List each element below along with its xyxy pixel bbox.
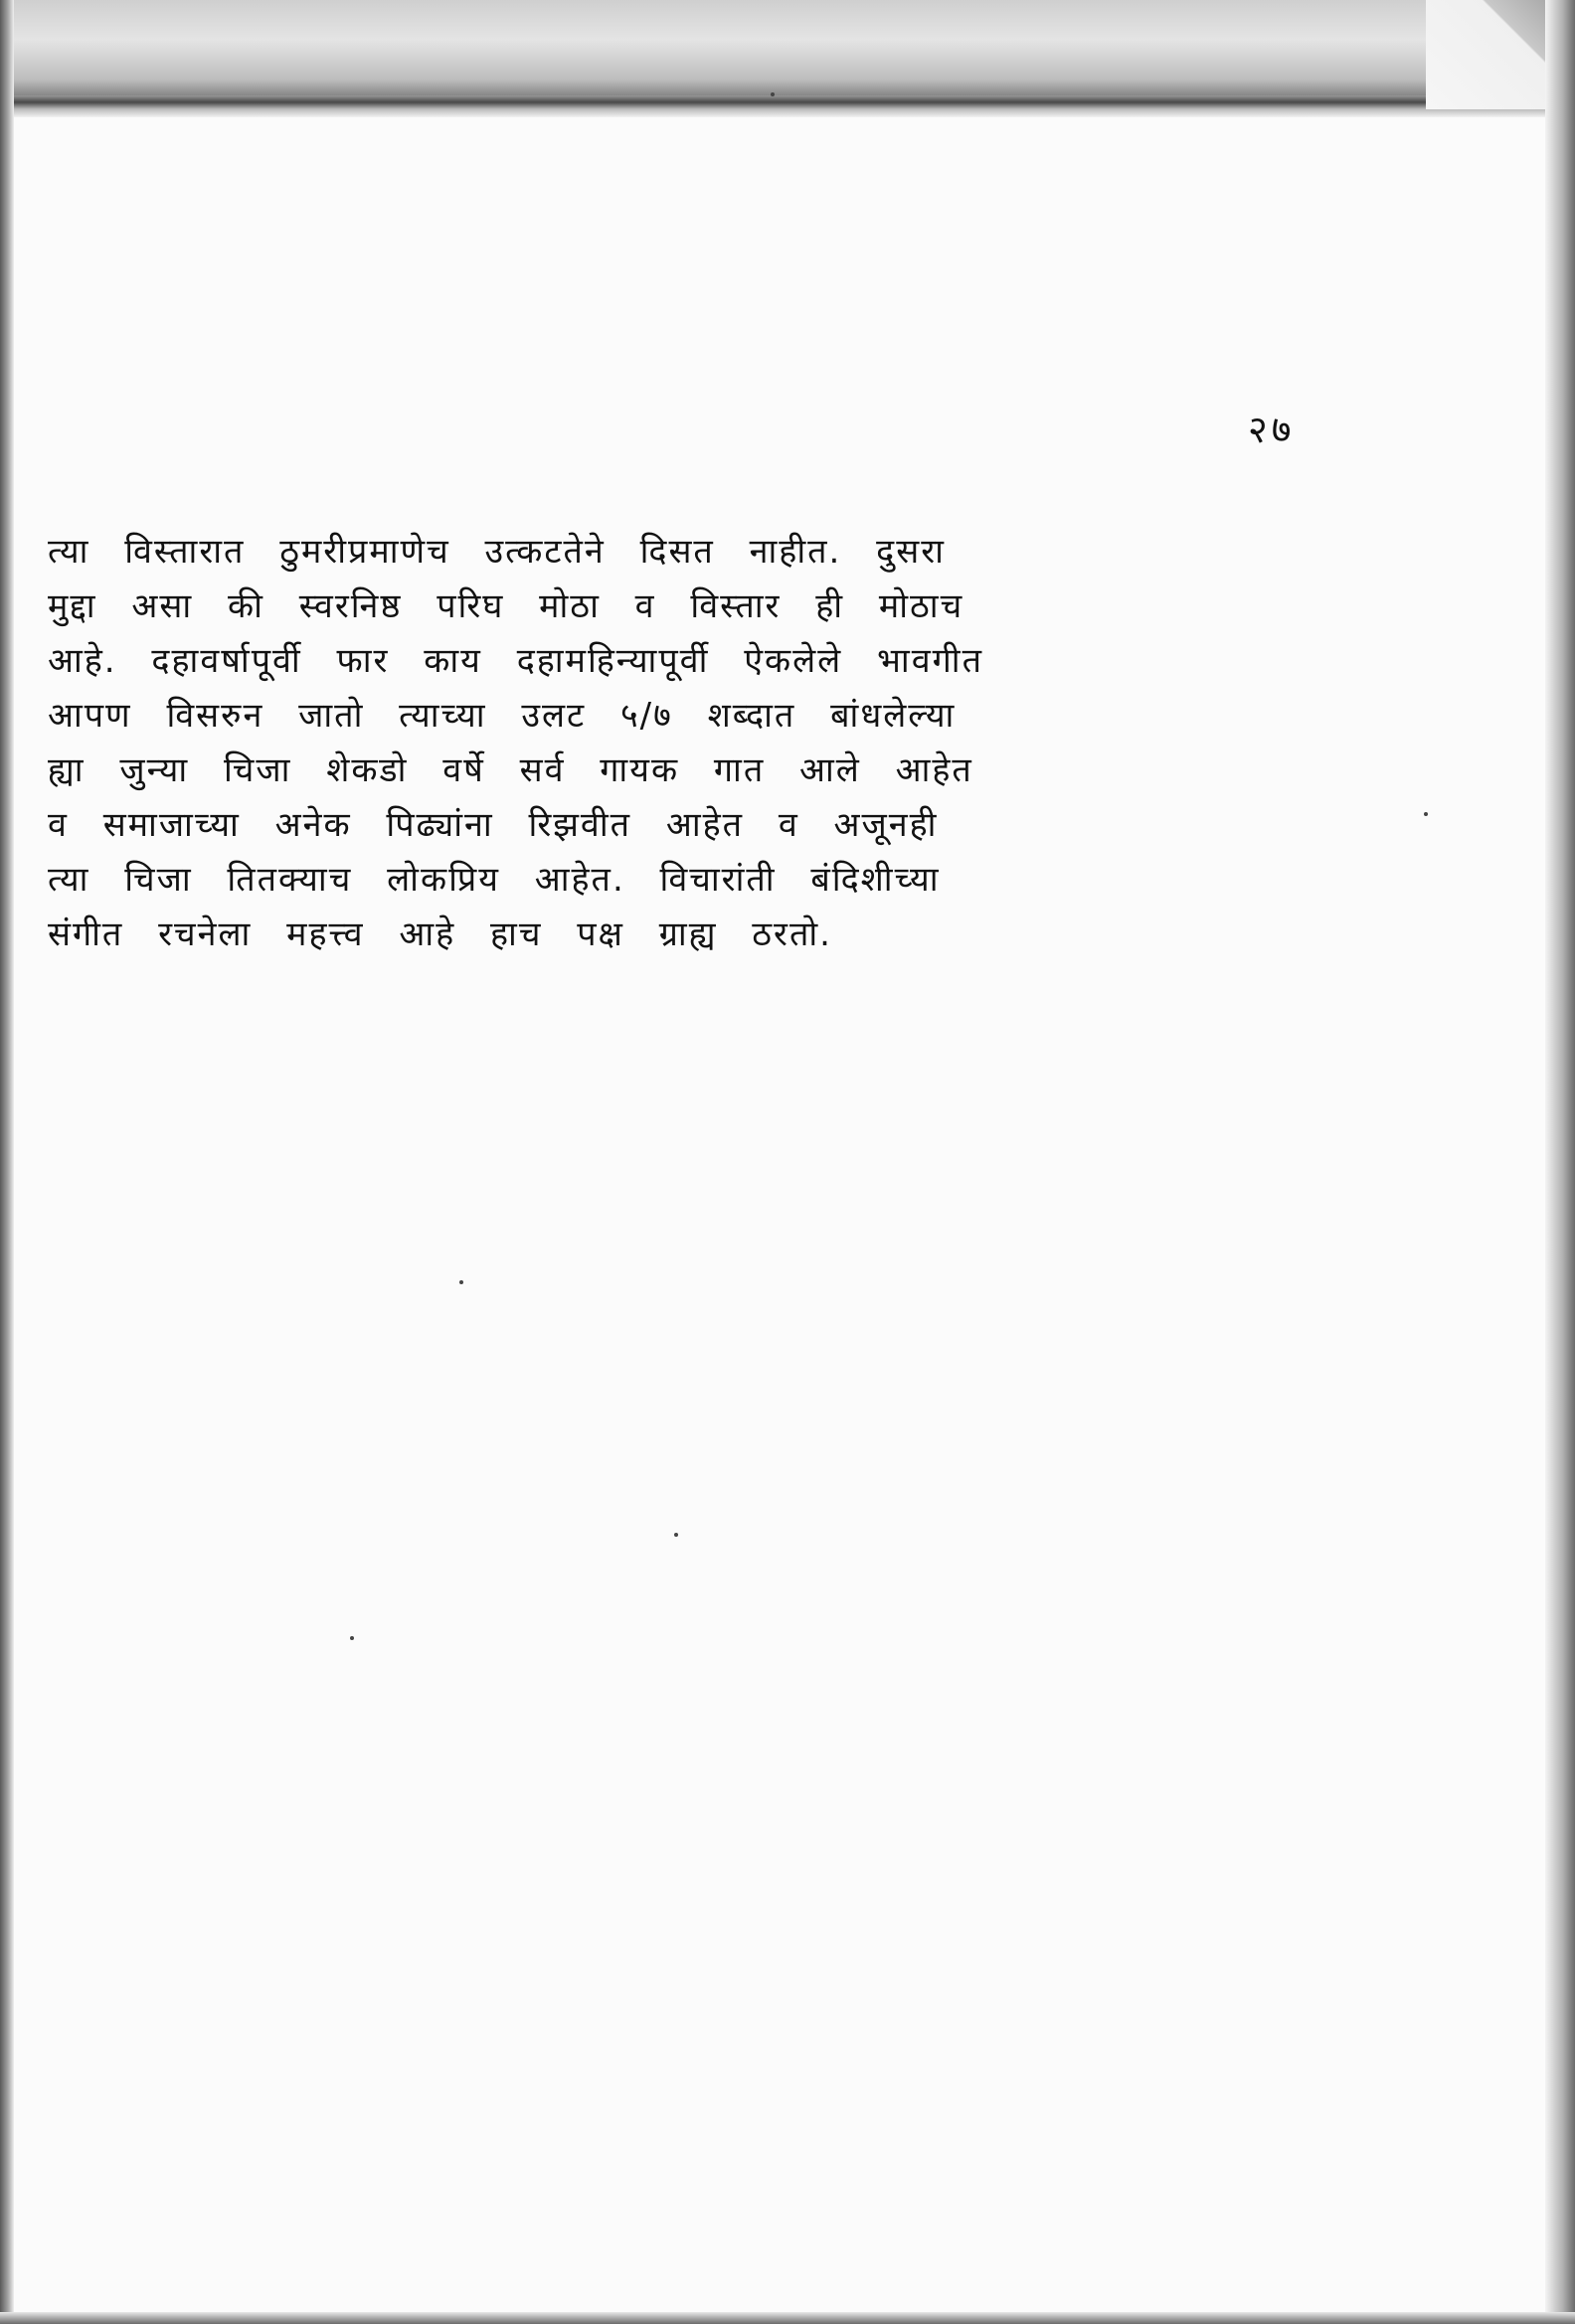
- scan-left-edge: [0, 0, 14, 2324]
- text-line: मुद्दा असा की स्वरनिष्ठ परिघ मोठा व विस्तार ही मोठाच: [48, 586, 964, 626]
- scan-speck: [1424, 812, 1428, 816]
- scan-speck: [459, 1280, 463, 1284]
- scan-right-edge: [1545, 0, 1575, 2324]
- text-line: त्या चिजा तितक्याच लोकप्रिय आहेत. विचारांती बंदिशीच्या: [48, 860, 941, 900]
- text-line: संगीत रचनेला महत्त्व आहे हाच पक्ष ग्राह्य ठरतो.: [48, 914, 832, 954]
- scan-speck: [350, 1636, 354, 1640]
- scan-speck: [771, 92, 775, 96]
- scan-bottom-edge: [0, 2312, 1575, 2324]
- text-line: आपण विसरुन जातो त्याच्या उलट ५/७ शब्दात बांधलेल्या: [48, 696, 957, 736]
- handwritten-paragraph: [48, 525, 1370, 962]
- scan-speck: [674, 1533, 678, 1537]
- page-number: २७: [1248, 408, 1296, 451]
- text-line: आहे. दहावर्षापूर्वी फार काय दहामहिन्यापूर्वी ऐकलेले भावगीत: [48, 641, 983, 681]
- scan-shadow-line: [0, 95, 1491, 109]
- text-line: व समाजाच्या अनेक पिढ्यांना रिझवीत आहेत व अजूनही: [48, 805, 939, 845]
- text-line: त्या विस्तारात ठुमरीप्रमाणेच उत्कटतेने दिसत नाहीत. दुसरा: [48, 532, 946, 572]
- text-line: ह्या जुन्या चिजा शेकडो वर्षे सर्व गायक गात आले आहेत: [48, 750, 973, 790]
